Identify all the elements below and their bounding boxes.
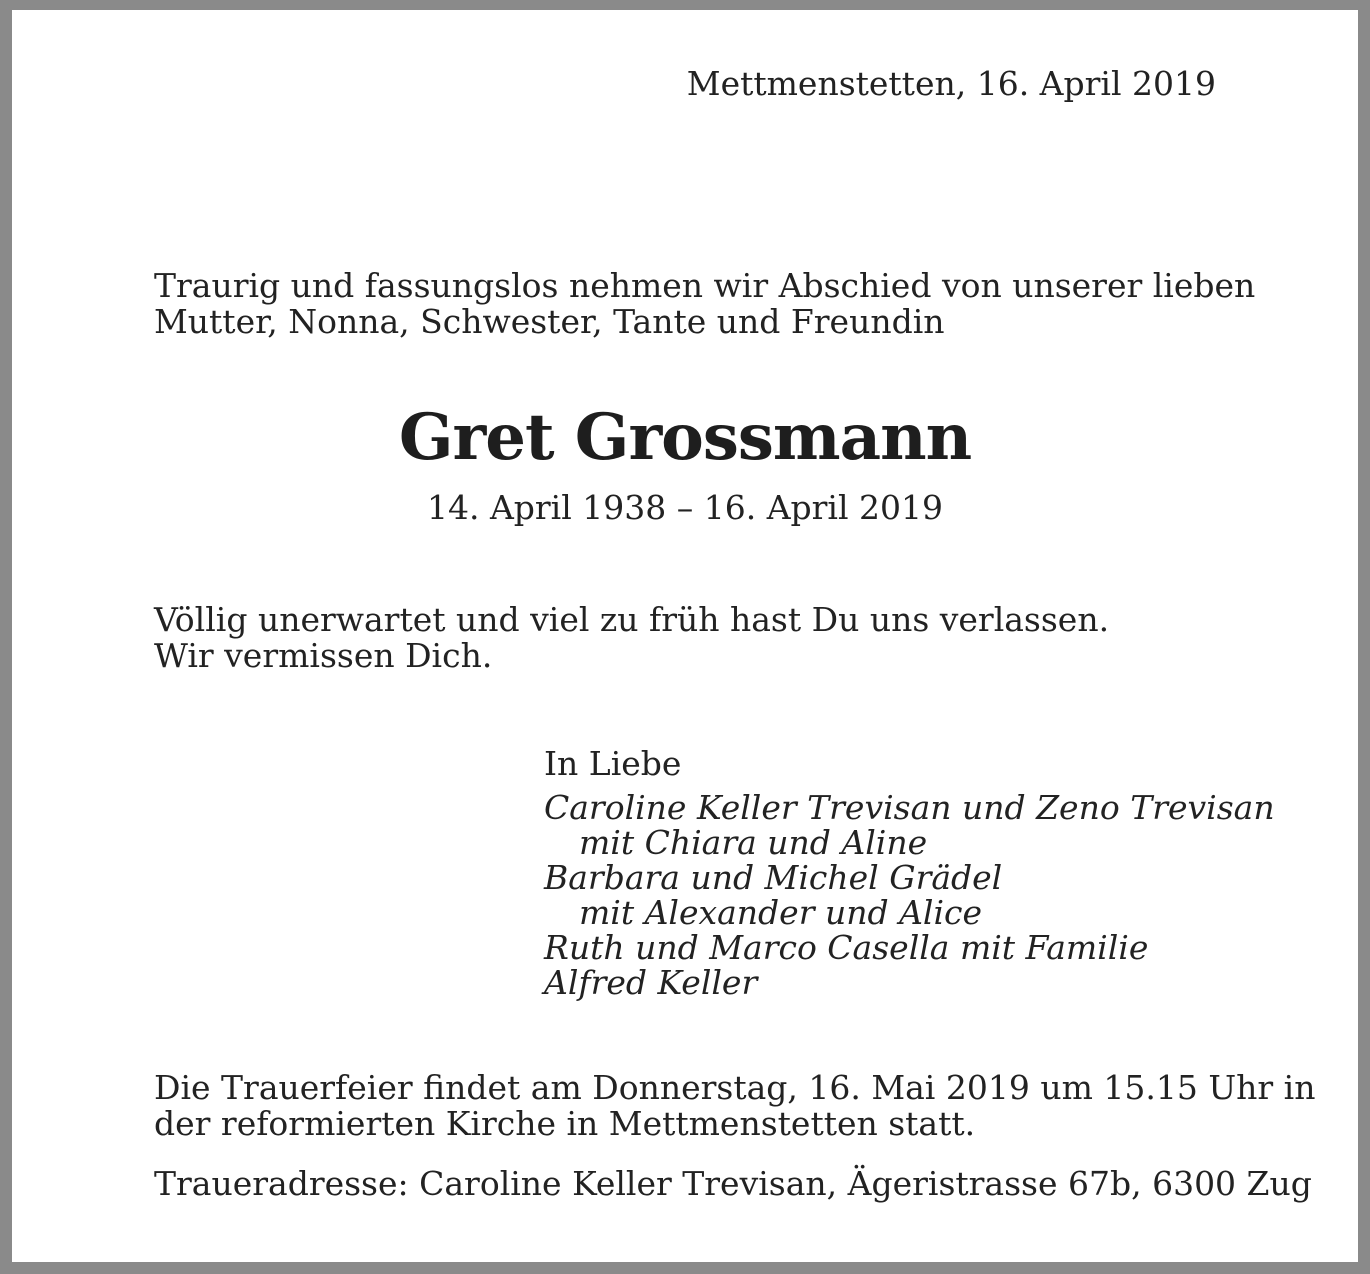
signatories-list	[544, 790, 1275, 1000]
signatory-line: mit Chiara und Aline	[579, 823, 928, 862]
obituary-page	[12, 10, 1358, 1262]
intro-line-1: Traurig und fassungslos nehmen wir Abschied von unserer lieben	[154, 266, 1256, 305]
funeral-info	[154, 1070, 1315, 1142]
intro-text	[154, 268, 1255, 340]
closing-phrase: In Liebe	[544, 744, 682, 783]
signatory-line: mit Alexander und Alice	[579, 893, 983, 932]
signatory-line: Ruth und Marco Casella mit Familie	[544, 928, 1149, 967]
signatory-line: Caroline Keller Trevisan und Zeno Trevisan	[544, 788, 1275, 827]
message-line-2: Wir vermissen Dich.	[154, 636, 493, 675]
intro-line-2: Mutter, Nonna, Schwester, Tante und Freundin	[154, 302, 945, 341]
signatory-line: Alfred Keller	[544, 963, 758, 1002]
deceased-name: Gret Grossmann	[398, 400, 972, 475]
message-line-1: Völlig unerwartet und viel zu früh hast Du uns verlassen.	[154, 600, 1110, 639]
signatory-line: Barbara und Michel Grädel	[544, 858, 1003, 897]
farewell-message	[154, 602, 1109, 674]
life-dates: 14. April 1938 – 16. April 2019	[426, 488, 944, 527]
funeral-line-2: der reformierten Kirche in Mettmenstetten statt.	[154, 1104, 976, 1143]
place-and-date: Mettmenstetten, 16. April 2019	[686, 64, 1216, 103]
mourning-address: Traueradresse: Caroline Keller Trevisan, Ägeristrasse 67b, 6300 Zug	[154, 1164, 1312, 1203]
funeral-line-1: Die Trauerfeier findet am Donnerstag, 16. Mai 2019 um 15.15 Uhr in	[154, 1068, 1316, 1107]
